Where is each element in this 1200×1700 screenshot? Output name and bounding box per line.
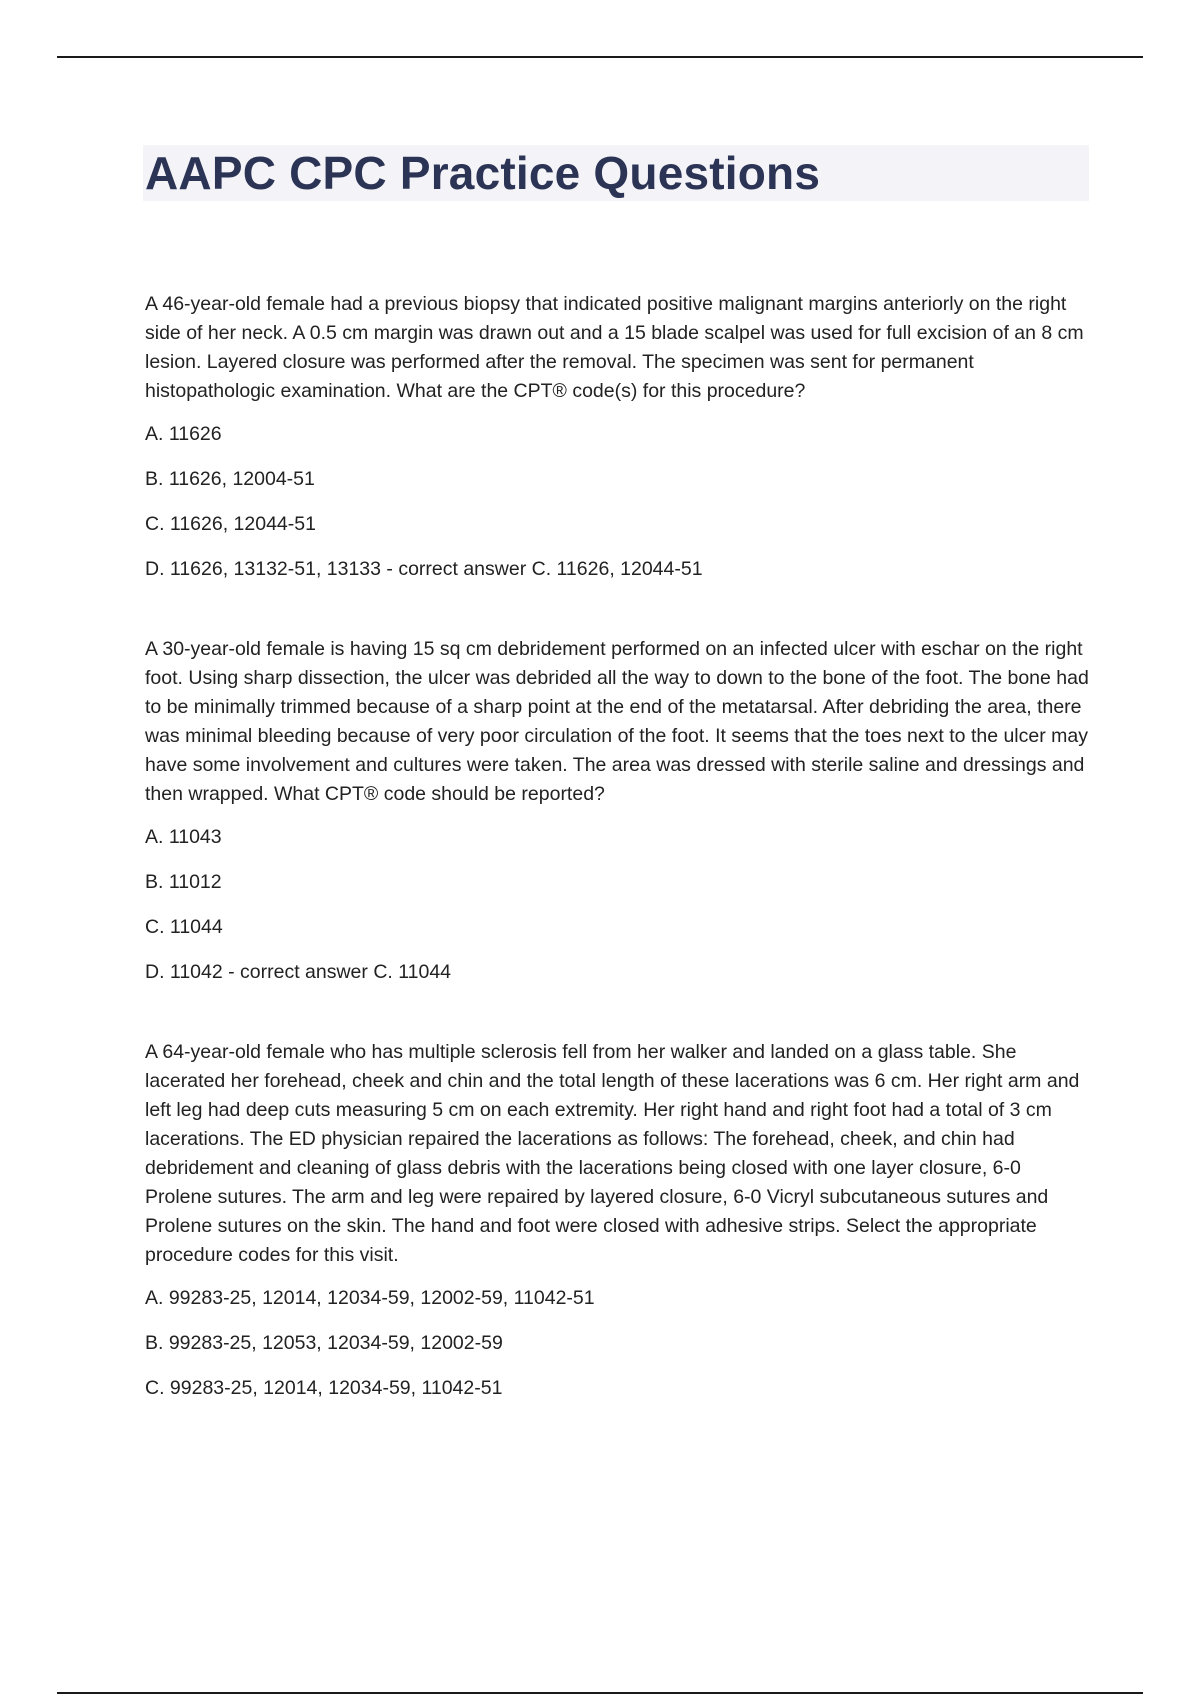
option-a: A. 11626 <box>145 423 222 445</box>
answer-options <box>145 1284 1091 1403</box>
question-1 <box>145 290 1091 584</box>
option-a: A. 11043 <box>145 826 222 848</box>
answer-options <box>145 420 1091 584</box>
question-stem: A 64-year-old female who has multiple sclerosis fell from her walker and landed on a glass table. She lacerated her forehead, cheek and chin and the total length of these lacerations was 6 cm. Her right arm and left leg had deep cuts measuring 5 cm on each extremity. Her right hand and right foot had a total of 3 cm lacerations. The ED physician repaired the lacerations as follows: The forehead, cheek, and chin had debridement and cleaning of glass debris with the lacerations being closed with one layer closure, 6-0 Prolene sutures. The arm and leg were repaired by layered closure, 6-0 Vicryl subcutaneous sutures and Prolene sutures on the skin. The hand and foot were closed with adhesive strips. Select the appropriate procedure codes for this visit. <box>145 1041 1080 1266</box>
answer-options <box>145 823 1091 987</box>
question-3 <box>145 1038 1091 1403</box>
option-d: D. 11042 - correct answer C. 11044 <box>145 961 452 983</box>
option-c: C. 11626, 12044-51 <box>145 513 316 535</box>
questions-section <box>145 290 1091 1454</box>
option-b: B. 11626, 12004-51 <box>145 468 315 490</box>
option-d: D. 11626, 13132-51, 13133 - correct answer C. 11626, 12044-51 <box>145 558 703 580</box>
option-c: C. 11044 <box>145 916 223 938</box>
document-title: AAPC CPC Practice Questions <box>145 147 821 199</box>
option-a: A. 99283-25, 12014, 12034-59, 12002-59, 11042-51 <box>145 1287 595 1309</box>
option-c: C. 99283-25, 12014, 12034-59, 11042-51 <box>145 1377 503 1399</box>
question-2 <box>145 635 1091 987</box>
option-b: B. 99283-25, 12053, 12034-59, 12002-59 <box>145 1332 503 1354</box>
question-stem: A 30-year-old female is having 15 sq cm debridement performed on an infected ulcer with eschar on the right foot. Using sharp dissection, the ulcer was debrided all the way to down to the bone of the foot. The bone had to be minimally trimmed because of a sharp point at the end of the metatarsal. After debriding the area, there was minimal bleeding because of very poor circulation of the foot. It seems that the toes next to the ulcer may have some involvement and cultures were taken. The area was dressed with sterile saline and dressings and then wrapped. What CPT® code should be reported? <box>145 638 1089 805</box>
top-rule <box>57 56 1143 58</box>
bottom-rule <box>57 1692 1143 1694</box>
option-b: B. 11012 <box>145 871 222 893</box>
question-stem: A 46-year-old female had a previous biopsy that indicated positive malignant margins anteriorly on the right side of her neck. A 0.5 cm margin was drawn out and a 15 blade scalpel was used for full excision of an 8 cm lesion. Layered closure was performed after the removal. The specimen was sent for permanent histopathologic examination. What are the CPT® code(s) for this procedure? <box>145 293 1084 402</box>
